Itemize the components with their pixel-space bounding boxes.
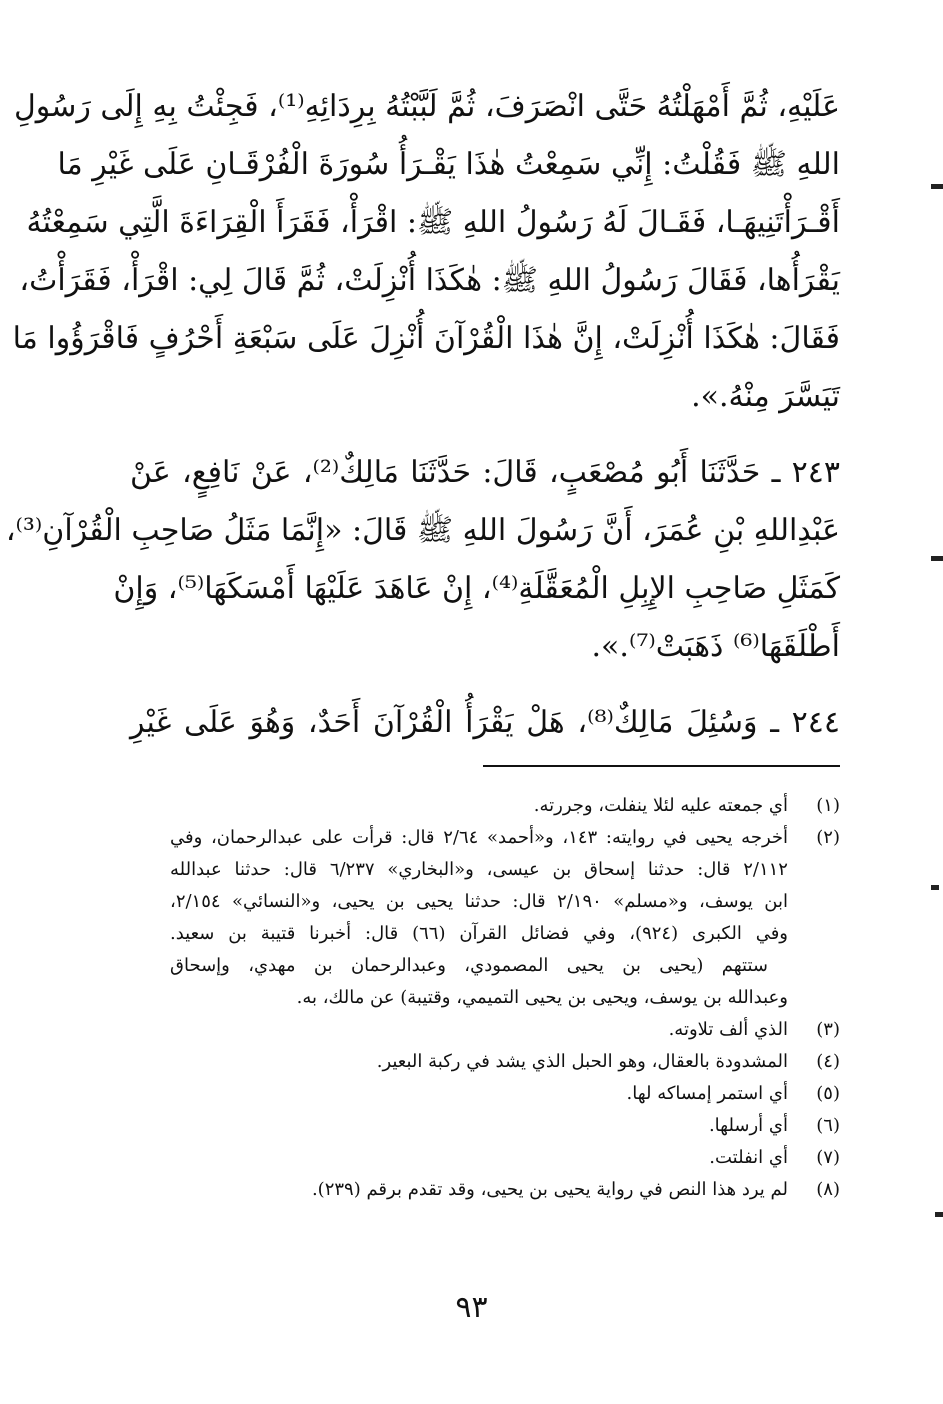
- footnote: [170, 790, 840, 822]
- footnote-number: (٢): [816, 827, 840, 848]
- hadith-243-line: ٢٤٣ ـ حَدَّثَنَا أَبُو مُصْعَبٍ، قَالَ: حَدَّثَنَا مَالِكٌ⁽²⁾، عَنْ نَافِعٍ، عَنْ: [130, 455, 840, 490]
- footnote: [170, 1046, 840, 1078]
- footnotes: [170, 790, 840, 1206]
- scan-edge-mark: [935, 1212, 943, 1217]
- hadith-243-line: كَمَثَلِ صَاحِبِ الإِبِلِ الْمُعَقَّلَةِ⁽⁴⁾، إِنْ عَاهَدَ عَلَيْهَا أَمْسَكَهَا⁽⁵⁾، وَإِنْ: [113, 571, 840, 606]
- text-line: تَيَسَّرَ مِنْهُ.».: [691, 379, 840, 414]
- footnote-number: (٦): [816, 1115, 840, 1136]
- footnote-number: (٨): [816, 1179, 840, 1200]
- text-line: فَقَالَ: هٰكَذَا أُنْزِلَتْ، إِنَّ هٰذَا الْقُرْآنَ أُنْزِلَ عَلَى سَبْعَةِ أَحْرُفٍ فَاقْرَؤُوا مَا: [12, 321, 840, 356]
- page-number: ٩٣: [455, 1290, 488, 1325]
- hadith-244-line: ٢٤٤ ـ وَسُئِلَ مَالِكٌ⁽⁸⁾، هَلْ يَقْرَأُ الْقُرْآنَ أَحَدٌ، وَهُوَ عَلَى غَيْرِ: [130, 705, 840, 740]
- footnote-number: (٤): [816, 1051, 840, 1072]
- footnote: [170, 1110, 840, 1142]
- footnote-number: (٣): [816, 1019, 840, 1040]
- footnote: [170, 1142, 840, 1174]
- footnote-number: (٧): [816, 1147, 840, 1168]
- hadith-243-line: عَبْدِاللهِ بْنِ عُمَرَ، أَنَّ رَسُولَ اللهِ ﷺ قَالَ: «إِنَّمَا مَثَلُ صَاحِبِ الْقُرْآنِ⁽³⁾،: [5, 513, 840, 548]
- footnote-text: ستتهم (يحيى بن يحيى المصمودي، وعبدالرحمان بن مهدي، وإسحاق: [170, 955, 768, 976]
- footnote-text: وفي الكبرى (٩٢٤)، وفي فضائل القرآن (٦٦) قال: أخبرنا قتيبة بن سعيد.: [170, 923, 788, 944]
- scan-edge-mark: [931, 184, 943, 189]
- footnote: [170, 1014, 840, 1046]
- footnote-text: ابن يوسف، و«مسلم» ٢/١٩٠ قال: حدثنا يحيى بن يحيى، و«النسائي» ٢/١٥٤،: [170, 891, 788, 912]
- text-line: اللهِ ﷺ فَقُلْتُ: إِنِّي سَمِعْتُ هٰذَا يَقْـرَأُ سُورَةَ الْفُرْقَـانِ عَلَى غَيْرِ مَا: [57, 147, 840, 182]
- footnote-text: وعبدالله بن يوسف، ويحيى بن يحيى التميمي، وقتيبة) عن مالك، به.: [296, 987, 788, 1008]
- footnote-number: (١): [816, 795, 840, 816]
- footnote: [170, 1078, 840, 1110]
- scan-edge-mark: [931, 556, 943, 561]
- footnote: [170, 1174, 840, 1206]
- footnote-text: ٢/١١٢ قال: حدثنا إسحاق بن عيسى، و«البخاري» ٦/٢٣٧ قال: حدثنا عبدالله: [170, 859, 788, 880]
- hadith-243-line: أَطْلَقَهَا⁽⁶⁾ ذَهَبَتْ⁽⁷⁾.».: [591, 629, 840, 664]
- footnote-number: (٥): [816, 1083, 840, 1104]
- footnote-text: لم يرد هذا النص في رواية يحيى بن يحيى، وقد تقدم برقم (٢٣٩).: [311, 1179, 788, 1200]
- main-text: [5, 78, 840, 752]
- footnote-text: أي أرسلها.: [708, 1115, 788, 1136]
- footnote-text: الذي ألف تلاوته.: [668, 1019, 788, 1040]
- footnote-text: أي جمعته عليه لئلا ينفلت، وجررته.: [533, 795, 788, 816]
- text-line: أَقْـرَأْتَنِيهَـا، فَقَـالَ لَهُ رَسُولُ اللهِ ﷺ: اقْرَأْ، فَقَرَأَ الْقِرَاءَةَ الَّتِي سَمِعْتُهُ: [26, 205, 840, 240]
- footnote-text: أخرجه يحيى في روايته: ١٤٣، و«أحمد» ٢/٦٤ قال: قرأت على عبدالرحمان، وفي: [170, 827, 789, 848]
- footnote-text: المشدودة بالعقال، وهو الحبل الذي يشد في ركبة البعير.: [376, 1051, 788, 1072]
- footnote-text: أي استمر إمساكه لها.: [626, 1083, 788, 1104]
- text-line: يَقْرَأُها، فَقَالَ رَسُولُ اللهِ ﷺ: هٰكَذَا أُنْزِلَتْ، ثُمَّ قَالَ لِي: اقْرَأْ، فَقَرَأْتُ،: [19, 263, 840, 298]
- scan-edge-mark: [931, 885, 939, 890]
- footnote-text: أي انفلتت.: [709, 1147, 788, 1168]
- footnote: [170, 822, 840, 1014]
- text-line: عَلَيْهِ، ثُمَّ أَمْهَلْتُهُ حَتَّى انْصَرَفَ، ثُمَّ لَبَّبْتُهُ بِرِدَائِهِ⁽¹⁾، فَجِئْتُ بِهِ إِلَى رَسُولِ: [13, 89, 840, 124]
- footnote-separator: [483, 765, 840, 767]
